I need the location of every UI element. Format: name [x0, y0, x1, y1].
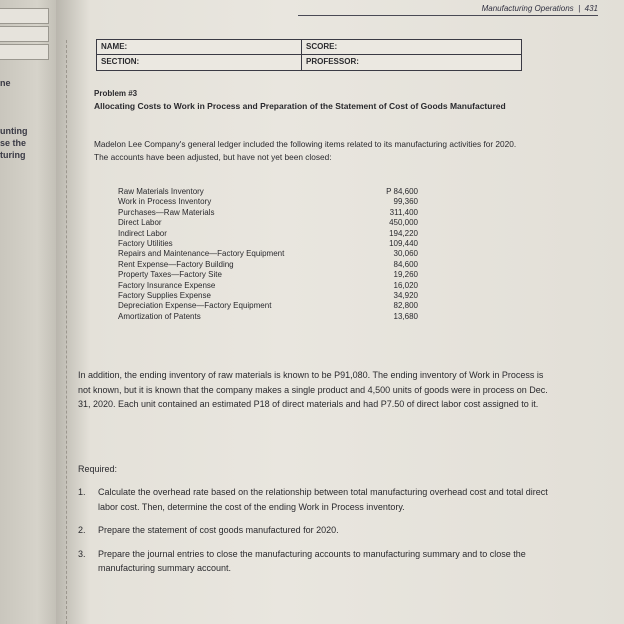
- previous-page-text: turing: [0, 150, 26, 160]
- perforation-line: [66, 40, 67, 624]
- ledger-row: [118, 229, 418, 239]
- ledger-account: Factory Supplies Expense: [118, 291, 211, 301]
- problem-title: Allocating Costs to Work in Process and Preparation of the Statement of Cost of Goods Manufactured: [94, 101, 506, 111]
- ledger-account: Property Taxes—Factory Site: [118, 270, 222, 280]
- ledger-amount: 19,260: [393, 270, 418, 280]
- previous-page-edge: [0, 0, 62, 624]
- score-field[interactable]: SCORE:: [302, 40, 521, 55]
- page-tab: [0, 44, 49, 60]
- ledger-row: [118, 218, 418, 228]
- ledger-amount: 34,920: [393, 291, 418, 301]
- ledger-amount: 16,020: [393, 280, 418, 290]
- ledger-account: Work in Process Inventory: [118, 197, 212, 207]
- ledger-account: Factory Utilities: [118, 239, 173, 249]
- ledger-amount: 84,600: [393, 259, 418, 269]
- ledger-account: Repairs and Maintenance—Factory Equipment: [118, 249, 285, 259]
- ledger-amount: 82,800: [393, 301, 418, 311]
- professor-field[interactable]: PROFESSOR:: [306, 57, 359, 66]
- ledger-account: Amortization of Patents: [118, 311, 201, 321]
- ledger-amount: 30,060: [393, 249, 418, 259]
- ledger-account: Rent Expense—Factory Building: [118, 259, 234, 269]
- ledger-account: Depreciation Expense—Factory Equipment: [118, 301, 272, 311]
- ledger-row: [118, 187, 418, 197]
- required-item: [78, 547, 558, 576]
- running-title: Manufacturing Operations: [481, 4, 574, 13]
- required-item-number: 3.: [78, 548, 86, 559]
- ledger-amount: 194,220: [389, 228, 418, 238]
- page-tab: [0, 8, 49, 24]
- additional-info: In addition, the ending inventory of raw materials is known to be P91,080. The ending inventory of Work in Process is not known, but it is known that the company makes a single product and 4,500 units of goods were in process on Dec. 31, 2020. Each unit contained an estimated P18 of direct materials and had P7.50 of direct labor cost assigned to it.: [78, 370, 548, 409]
- ledger-amount: 450,000: [389, 218, 418, 228]
- ledger-account: Purchases—Raw Materials: [118, 207, 215, 217]
- ledger-row: [118, 312, 418, 322]
- ledger-row: [118, 281, 418, 291]
- required-item: [78, 485, 558, 514]
- ledger-amount: 311,400: [389, 207, 418, 217]
- required-item-number: 1.: [78, 487, 86, 497]
- required-item-text: Prepare the journal entries to close the manufacturing accounts to manufacturing summary and to close the manufacturing summary account.: [98, 548, 526, 573]
- ledger-account: Indirect Labor: [118, 228, 167, 238]
- ledger-row: [118, 260, 418, 270]
- ledger-row: [118, 208, 418, 218]
- previous-page-text: unting: [0, 126, 28, 136]
- name-field[interactable]: NAME:: [97, 40, 302, 55]
- ledger-account: Direct Labor: [118, 218, 162, 228]
- ledger-row: [118, 239, 418, 249]
- ledger-row: [118, 270, 418, 280]
- book-page: [56, 0, 624, 624]
- ledger-row: [118, 197, 418, 207]
- page-number: 431: [584, 4, 598, 13]
- ledger-row: [118, 301, 418, 311]
- ledger-account: Raw Materials Inventory: [118, 187, 204, 196]
- previous-page-text: se the: [0, 138, 27, 148]
- ledger-list: [118, 187, 418, 322]
- problem-intro: Madelon Lee Company's general ledger included the following items related to its manufacturing activities for 2020. The accounts have been adjusted, but have not yet been closed:: [94, 139, 517, 162]
- ledger-amount: 109,440: [389, 239, 418, 249]
- previous-page-text: ne: [0, 78, 11, 88]
- page-tab: [0, 26, 49, 42]
- required-item-text: Calculate the overhead rate based on the relationship between total manufacturing overhead cost and total direct labor cost. Then, determine the cost of the ending Work in Process inventory.: [98, 487, 548, 512]
- required-item-text: Prepare the statement of cost goods manufactured for 2020.: [98, 525, 339, 535]
- ledger-row: [118, 291, 418, 301]
- problem-number: Problem #3: [94, 89, 138, 98]
- ledger-amount: P 84,600: [386, 187, 418, 196]
- running-header: Manufacturing Operations | 431: [298, 4, 598, 16]
- section-field[interactable]: SECTION:: [97, 55, 302, 70]
- required-heading: Required:: [78, 464, 118, 474]
- required-list: [78, 485, 558, 585]
- ledger-amount: 99,360: [393, 197, 418, 207]
- required-item: [78, 523, 558, 538]
- ledger-amount: 13,680: [393, 311, 418, 321]
- student-info-box: [96, 39, 522, 71]
- ledger-row: [118, 249, 418, 259]
- ledger-account: Factory Insurance Expense: [118, 280, 216, 290]
- required-item-number: 2.: [78, 525, 86, 535]
